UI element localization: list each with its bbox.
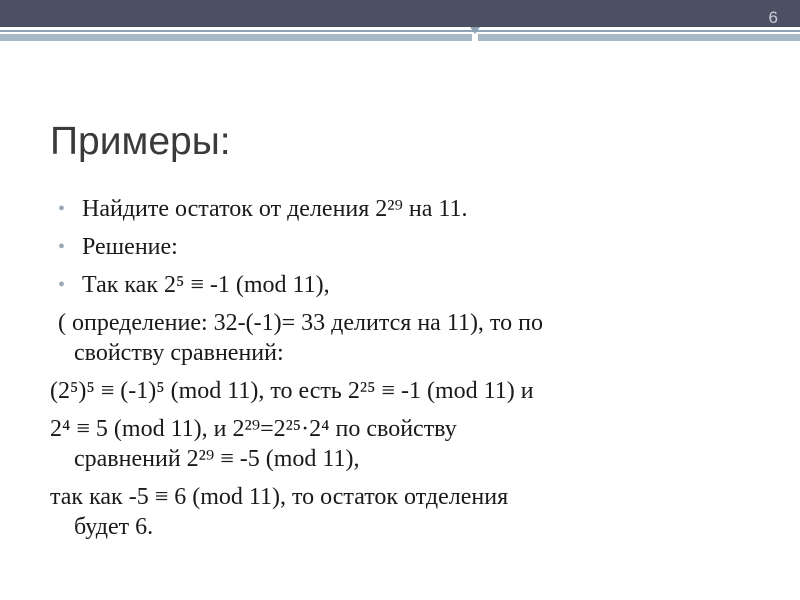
list-item-text: Решение: bbox=[82, 234, 178, 260]
list-item-task bbox=[50, 194, 755, 224]
list-item-text: (2⁵)⁵ ≡ (-1)⁵ (mod 11), то есть 2²⁵ ≡ -1 (mod 11) и bbox=[50, 378, 534, 404]
list-item-text-line1: так как -5 ≡ 6 (mod 11), то остаток отделения bbox=[50, 484, 509, 510]
header-stripe-left bbox=[0, 34, 472, 41]
slide-number: 6 bbox=[768, 8, 778, 27]
list-item-text-line2: свойству сравнений: bbox=[74, 340, 284, 366]
list-item-text-line2: сравнений 2²⁹ ≡ -5 (mod 11), bbox=[74, 446, 360, 472]
list-item-text: Так как 2⁵ ≡ -1 (mod 11), bbox=[82, 272, 330, 298]
slide-body bbox=[50, 194, 755, 550]
list-item-text-line1: 2⁴ ≡ 5 (mod 11), и 2²⁹=2²⁵·2⁴ по свойству bbox=[50, 416, 457, 442]
list-item-given bbox=[50, 270, 755, 300]
header-bar bbox=[0, 0, 800, 27]
list-item-text: Найдите остаток от деления 2²⁹ на 11. bbox=[82, 196, 468, 222]
list-item-power bbox=[50, 376, 755, 406]
bullet-dot-icon: • bbox=[58, 274, 66, 296]
list-item-result bbox=[50, 414, 755, 474]
header-stripe-right bbox=[478, 34, 800, 41]
header-stripe-line bbox=[0, 30, 800, 32]
bullet-dot-icon: • bbox=[58, 198, 66, 220]
slide-title: Примеры: bbox=[50, 120, 231, 163]
bullet-dot-icon: • bbox=[58, 236, 66, 258]
list-item-solution bbox=[50, 232, 755, 262]
list-item-text-line2: будет 6. bbox=[74, 514, 154, 540]
list-item-answer bbox=[50, 482, 755, 542]
list-item-text-line1: ( определение: 32-(-1)= 33 делится на 11), то по bbox=[58, 310, 543, 336]
list-item-definition bbox=[50, 308, 755, 368]
header-stripe-tick bbox=[470, 27, 480, 34]
